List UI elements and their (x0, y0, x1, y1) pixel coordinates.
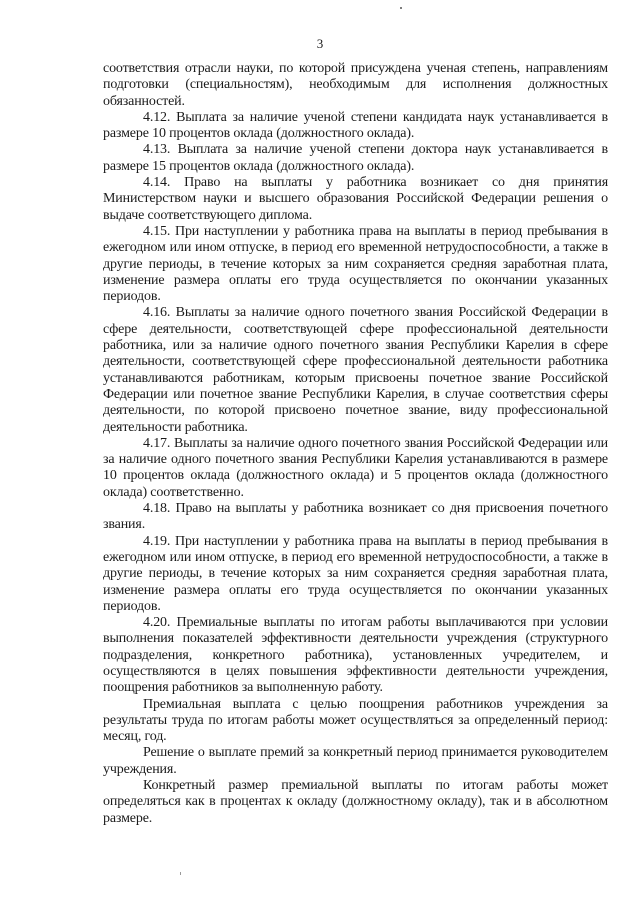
scan-speck (400, 7, 402, 9)
paragraph-4-12: 4.12. Выплата за наличие ученой степени кандидата наук устанавливается в размере 10 процентов оклада (должностного оклада). (103, 109, 608, 142)
paragraph-4-18: 4.18. Право на выплаты у работника возникает со дня присвоения почетного звания. (103, 501, 608, 533)
paragraph-4-13: 4.13. Выплата за наличие ученой степени доктора наук устанавливается в размере 15 процентов оклада (должностного оклада). (103, 142, 608, 174)
paragraph-bonus-amount: Конкретный размер премиальной выплаты по итогам работы может определяться как в процентах к окладу (должностному окладу), так и в абсолютном размере. (103, 778, 608, 826)
paragraph-4-19: 4.19. При наступлении у работника права на выплаты в период пребывания в ежегодном или ином отпуске, в период его временной нетрудоспособности, а также в другие периоды, в течение которых за ним сохраняется средняя заработная плата, изменение размера оплаты его труда осуществляется по окончании указанных периодов. (103, 533, 608, 614)
paragraph-continuation: соответствия отрасли науки, по которой присуждена ученая степень, направлениям подготовки (специальностям), необходимым для исполнения должностных обязанностей. (103, 61, 608, 109)
page-number: 3 (316, 36, 324, 51)
scan-speck-bottom (180, 872, 181, 875)
paragraph-bonus-decision: Решение о выплате премий за конкретный период принимается руководителем учреждения. (103, 745, 608, 777)
paragraph-4-15: 4.15. При наступлении у работника права на выплаты в период пребывания в ежегодном или ином отпуске, в период его временной нетрудоспособности, а также в другие периоды, в течение которых за ним сохраняется средняя заработная плата, изменение размера оплаты его труда осуществляется по окончании указанных периодов. (103, 223, 608, 305)
paragraph-4-17: 4.17. Выплаты за наличие одного почетного звания Российской Федерации или за наличие одного почетного звания Республики Карелия устанавливаются в размере 10 процентов оклада (должностного оклада) и 5 процентов оклада (должностного оклада) соответственно. (103, 435, 608, 500)
paragraph-4-14: 4.14. Право на выплаты у работника возникает со дня принятия Министерством науки и высшего образования Российской Федерации решения о выдаче соответствующего диплома. (103, 175, 608, 223)
paragraph-bonus-period: Премиальная выплата с целью поощрения работников учреждения за результаты труда по итогам работы может осуществляться за определенный период: месяц, год. (103, 696, 608, 745)
paragraph-4-20: 4.20. Премиальные выплаты по итогам работы выплачиваются при условии выполнения показателей эффективности деятельности учреждения (структурного подразделения, конкретного работника), установленных учредителем, и осуществляются в целях повышения эффективности деятельности учреждения, поощрения работников за выполненную работу. (103, 615, 608, 696)
paragraph-4-16: 4.16. Выплаты за наличие одного почетного звания Российской Федерации в сфере деятельности, соответствующей сфере профессиональной деятельности работника, или за наличие одного почетного звания Республики Карелия в сфере деятельности, соответствующей сфере профессиональной деятельности работника устанавливаются работникам, которым присвоены почетное звание Российской Федерации или почетное звание Республики Карелия, в случае соответствия сферы деятельности, по которой присвоено почетное звание, виду профессиональной деятельности работника. (103, 305, 608, 435)
document-body (103, 61, 608, 827)
